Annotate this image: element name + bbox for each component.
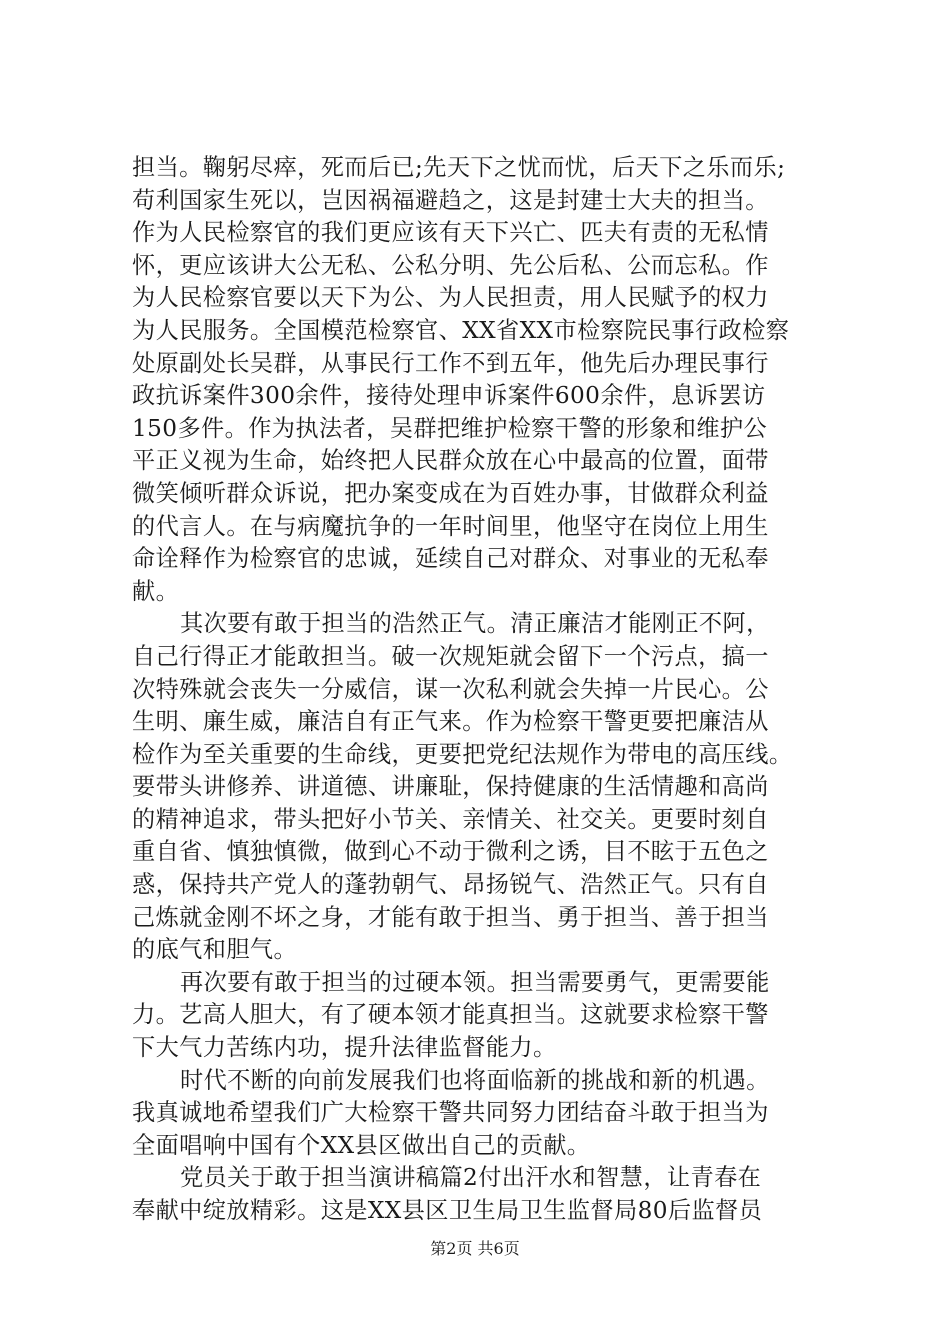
text-line: 为人民服务。全国模范检察官、XX省XX市检察院民事行政检察 — [132, 316, 790, 344]
text-line: 奉献中绽放精彩。这是XX县区卫生局卫生监督局80后监督员 — [132, 1197, 763, 1224]
text-line: 苟利国家生死以，岂因祸福避趋之，这是封建士大夫的担当。 — [132, 186, 769, 214]
text-line: 检作为至关重要的生命线，更要把党纪法规作为带电的高压线。 — [132, 740, 793, 768]
page-footer: 第2页 共6页 — [430, 1239, 520, 1258]
text-line: 担当。鞠躬尽瘁，死而后已;先天下之忧而忧，后天下之乐而乐; — [132, 154, 786, 181]
text-line: 其次要有敢于担当的浩然正气。清正廉洁才能刚正不阿， — [180, 610, 770, 638]
text-line: 时代不断的向前发展我们也将面临新的挑战和新的机遇。 — [180, 1066, 770, 1094]
text-line: 次特殊就会丧失一分威信，谋一次私利就会失掉一片民心。公 — [132, 675, 769, 703]
text-line: 作为人民检察官的我们更应该有天下兴亡、匹夫有责的无私情 — [132, 219, 769, 247]
text-line: 政抗诉案件300余件，接待处理申诉案件600余件，息诉罢访 — [132, 382, 766, 410]
text-line: 重自省、慎独慎微，做到心不动于微利之诱，目不眩于五色之 — [132, 838, 769, 866]
text-line: 150多件。作为执法者，吴群把维护检察干警的形象和维护公 — [132, 414, 768, 442]
text-line: 自己行得正才能敢担当。破一次规矩就会留下一个污点，搞一 — [132, 642, 769, 670]
text-line: 力。艺高人胆大，有了硬本领才能真担当。这就要求检察干警 — [132, 1001, 769, 1029]
text-line: 的精神追求，带头把好小节关、亲情关、社交关。更要时刻自 — [132, 805, 769, 833]
text-line: 下大气力苦练内功，提升法律监督能力。 — [132, 1034, 557, 1062]
text-line: 要带头讲修养、讲道德、讲廉耻，保持健康的生活情趣和高尚 — [132, 773, 769, 801]
text-line: 为人民检察官要以天下为公、为人民担责，用人民赋予的权力 — [132, 284, 769, 312]
text-line: 的代言人。在与病魔抗争的一年时间里，他坚守在岗位上用生 — [132, 512, 769, 540]
text-line: 怀，更应该讲大公无私、公私分明、先公后私、公而忘私。作 — [132, 251, 769, 279]
text-line: 党员关于敢于担当演讲稿篇2付出汗水和智慧，让青春在 — [180, 1164, 762, 1192]
text-line: 的底气和胆气。 — [132, 936, 298, 964]
text-line: 己炼就金刚不坏之身，才能有敢于担当、勇于担当、善于担当 — [132, 903, 769, 931]
text-line: 平正义视为生命，始终把人民群众放在心中最高的位置，面带 — [132, 447, 769, 475]
text-line: 处原副处长吴群，从事民行工作不到五年，他先后办理民事行 — [132, 349, 769, 377]
text-line: 命诠释作为检察官的忠诚，延续自己对群众、对事业的无私奉 — [132, 545, 769, 573]
text-line: 献。 — [132, 577, 180, 605]
body-text — [132, 152, 832, 1228]
text-line: 生明、廉生威，廉洁自有正气来。作为检察干警更要把廉洁从 — [132, 708, 769, 736]
text-line: 我真诚地希望我们广大检察干警共同努力团结奋斗敢于担当为 — [132, 1099, 769, 1127]
text-line: 全面唱响中国有个XX县区做出自己的贡献。 — [132, 1131, 591, 1159]
text-line: 微笑倾听群众诉说，把办案变成在为百姓办事，甘做群众利益 — [132, 479, 769, 507]
text-line: 再次要有敢于担当的过硬本领。担当需要勇气，更需要能 — [180, 968, 770, 996]
text-line: 惑，保持共产党人的蓬勃朝气、昂扬锐气、浩然正气。只有自 — [132, 871, 769, 899]
